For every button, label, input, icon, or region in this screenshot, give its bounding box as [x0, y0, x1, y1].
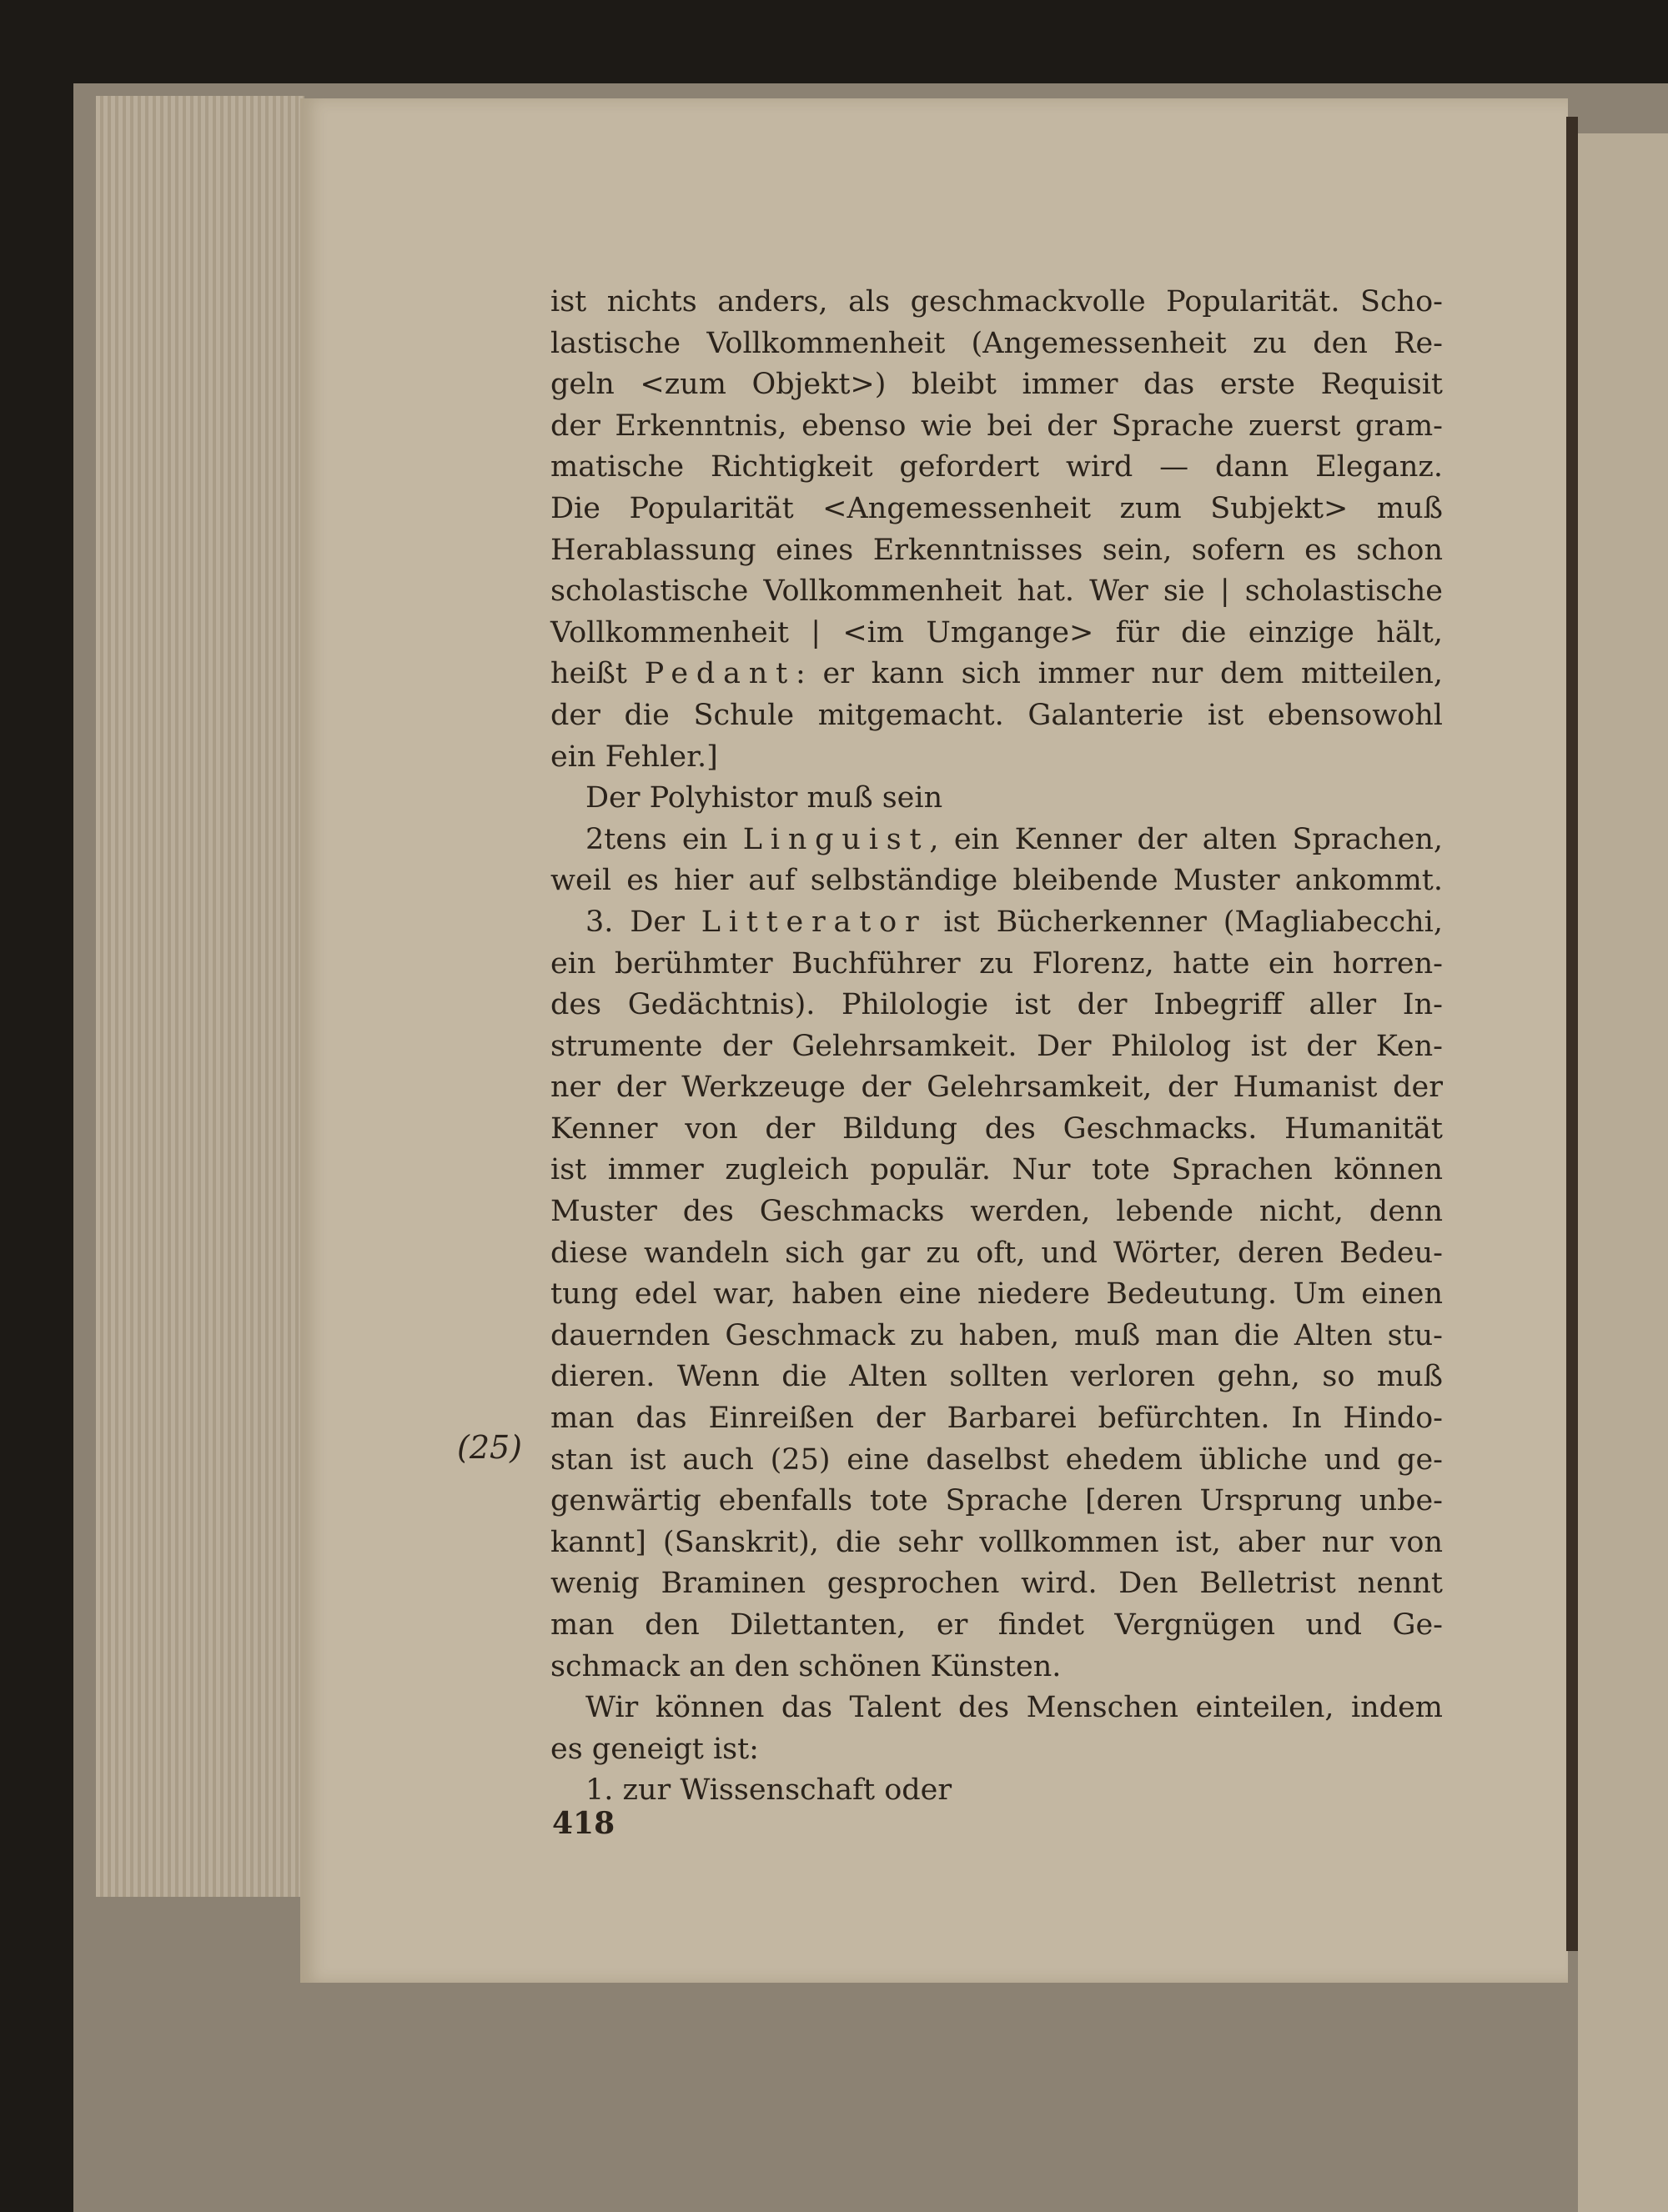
text-line: geln <zum Objekt>) bleibt immer das erste Requisit [550, 368, 1443, 402]
text-line: 1. zur Wissenschaft oder [585, 1773, 952, 1808]
adjacent-page-edge [1578, 133, 1668, 2212]
body-text [550, 282, 1443, 1812]
text-line: weil es hier auf selbständige bleibende Muster ankommt. [550, 864, 1443, 898]
text-line: Die Popularität <Angemessenheit zum Subjekt> muß [550, 491, 1443, 525]
text-line: 3. Der Litterator ist Bücherkenner (Magliabecchi, [585, 905, 1443, 939]
text-line: es geneigt ist: [550, 1732, 759, 1766]
text-line: lastische Vollkommenheit (Angemessenheit zu den Re- [550, 326, 1443, 360]
text-line: dieren. Wenn die Alten sollten verloren gehn, so muß [550, 1360, 1443, 1394]
margin-note: (25) [457, 1429, 523, 1466]
text-line: ner der Werkzeuge der Gelehrsamkeit, der Humanist der [550, 1071, 1443, 1105]
text-line: der Erkenntnis, ebenso wie bei der Sprache zuerst gram- [550, 409, 1443, 443]
text-line: ist nichts anders, als geschmackvolle Popularität. Scho- [550, 285, 1443, 319]
text-line: ein Fehler.] [550, 740, 718, 774]
text-line: Kenner von der Bildung des Geschmacks. Humanität [550, 1111, 1443, 1146]
book-gutter [1566, 117, 1578, 1951]
text-line: tung edel war, haben eine niedere Bedeutung. Um einen [550, 1277, 1443, 1312]
text-line: man das Einreißen der Barbarei befürchten. In Hindo- [550, 1402, 1443, 1436]
text-line: ein berühmter Buchführer zu Florenz, hatte ein horren- [550, 946, 1443, 981]
text-line: Der Polyhistor muß sein [585, 781, 943, 815]
text-line: strumente der Gelehrsamkeit. Der Philolog ist der Ken- [550, 1029, 1443, 1063]
text-line: der die Schule mitgemacht. Galanterie ist ebensowohl [550, 698, 1443, 732]
text-line: kannt] (Sanskrit), die sehr vollkommen ist, aber nur von [550, 1525, 1443, 1559]
text-line: Vollkommenheit | <im Umgange> für die einzige hält, [550, 615, 1443, 650]
text-line: Muster des Geschmacks werden, lebende nicht, denn [550, 1195, 1443, 1229]
text-line: schmack an den schönen Künsten. [550, 1649, 1062, 1683]
text-line: Wir können das Talent des Menschen einteilen, indem [585, 1691, 1443, 1725]
text-line: man den Dilettanten, er findet Vergnügen und Ge- [550, 1608, 1443, 1642]
text-line: heißt Pedant: er kann sich immer nur dem mitteilen, [550, 657, 1443, 691]
text-line: genwärtig ebenfalls tote Sprache [deren Ursprung unbe- [550, 1484, 1443, 1518]
text-line: 2tens ein Linguist, ein Kenner der alten Sprachen, [585, 822, 1444, 856]
text-line: ist immer zugleich populär. Nur tote Sprachen können [550, 1153, 1443, 1187]
text-line: Herablassung eines Erkenntnisses sein, sofern es schon [550, 533, 1443, 567]
text-line: dauernden Geschmack zu haben, muß man die Alten stu- [550, 1318, 1443, 1352]
text-line: matische Richtigkeit gefordert wird — dann Eleganz. [550, 450, 1443, 484]
text-line: stan ist auch (25) eine daselbst ehedem übliche und ge- [550, 1442, 1443, 1477]
page-number: 418 [552, 1806, 615, 1841]
text-line: wenig Braminen gesprochen wird. Den Belletrist nennt [550, 1567, 1443, 1601]
text-line: scholastische Vollkommenheit hat. Wer sie | scholastische [550, 574, 1443, 609]
text-line: des Gedächtnis). Philologie ist der Inbegriff aller In- [550, 988, 1443, 1022]
text-line: diese wandeln sich gar zu oft, und Wörter, deren Bedeu- [550, 1236, 1443, 1270]
page-edges [96, 96, 304, 1897]
